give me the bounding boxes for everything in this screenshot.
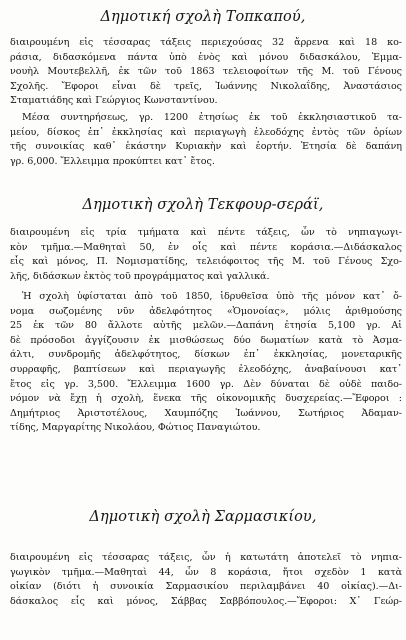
text-line: νόμον νὰ ἔχῃ ἡ σχολὴ, ἕνεκα τῆς οἰκονομικῆς δυσχερείας.—Ἔφοροι : — [10, 393, 402, 405]
paragraph-topkapi-description — [10, 36, 402, 109]
text-line: διαιρουμένη εἰς τέσσαρας τάξεις, ὧν ἡ κατωτάτη ἀποτελεῖ τὸ νηπια- — [10, 552, 402, 563]
text-line: κὸν τμῆμα.—Μαθηταὶ 50, ἐν οἷς καὶ πέντε κοράσια.—Διδάσκαλος — [10, 241, 402, 253]
text-line: Ἡ σχολὴ ὑφίσταται ἀπὸ τοῦ 1850, ἱδρυθεῖσα ὑπὸ τῆς μόνον κατ᾿ ὄ- — [22, 291, 402, 302]
text-line: ράσια, διδασκόμενα πάντα ὑπὸ ἑνὸς καὶ μόνου διδασκάλου, Ἐμμα- — [10, 51, 402, 63]
text-line: εἷς καὶ μόνος, Π. Νομισματίδης, τελειόφοιτος τῆς Μ. τοῦ Γένους Σχο- — [10, 256, 402, 268]
text-line: Δημήτριος Ἀριστοτέλους, Χαυμπόζης Ἰωάννου, Σωτήριος Ἀδαμαν- — [10, 407, 402, 419]
text-line: τῆς συνοικίας καθ᾿ ἑκάστην Κυριακὴν καὶ ἑορτήν. Ἐτησία δὲ δαπάνη — [10, 141, 402, 153]
text-line: μείου, δίσκος ἐπ᾿ ἐκκλησίας καὶ περιαγωγὴ ἐλεοδόχης ἐντὸς τῶν ὁρίων — [10, 126, 402, 138]
text-line: λῆς, διδάσκων ἐκτὸς τοῦ προγράμματος καὶ γαλλικά. — [10, 270, 270, 282]
text-line: συρραφῆς, βαπτίσεων καὶ περιαγωγῆς ἐλεοδόχης, ἀναβαίνουσι κατ᾿ — [10, 363, 402, 375]
text-line: διαιρουμένη εἰς τρία τμήματα καὶ πέντε τάξεις, ὧν τὸ νηπιαγωγι- — [10, 227, 402, 238]
paragraph-sarmasiki-description — [10, 551, 402, 609]
text-line: γρ. 6,000. Ἔλλειμμα προκύπτει κατ᾿ ἔτος. — [10, 155, 215, 167]
section-heading-sarmasiki: Δημοτικὴ σχολὴ Σαρμασικίου, — [89, 509, 317, 525]
text-line: οἰκίαν (διότι ἡ συνοικία Σαρμασικίου περιλαμβάνει 40 οἰκίας).—Δι- — [10, 581, 402, 593]
text-line: Μέσα συντηρήσεως, γρ. 1200 ἐτησίως ἐκ τοῦ ἐκκλησιαστικοῦ τα- — [22, 112, 402, 123]
text-line: Σταματιάδης καὶ Γεώργιος Κωνσταντίνου. — [10, 95, 218, 107]
paragraph-tekfur-history — [10, 290, 402, 436]
text-line: 25 ἐκ τῶν 80 ἄλλοτε αὐτῆς μελῶν.—Δαπάνη ἐτησία 5,100 γρ. Αἱ — [10, 320, 402, 332]
text-line: νομα σωζομένης νῦν ἀδελφότητος «Ὁμονοίας», μόλις ἀριθμούσης — [10, 305, 402, 317]
text-line: Σχολῆς. Ἔφοροι εἶναι δὲ τρεῖς, Ἰωάννης Νικολαΐδης, Ἀναστάσιος — [10, 80, 402, 92]
paragraph-tekfur-description — [10, 226, 402, 284]
text-line: δάσκαλος εἷς καὶ μόνος, Σάββας Σαββόπουλος.—Ἔφοροι: Χ᾿ Γεώρ- — [10, 595, 402, 607]
text-line: διαιρουμένη εἰς τέσσαρας τάξεις περιεχούσας 32 ἄρρενα καὶ 18 κο- — [10, 37, 402, 48]
text-line: ἔτος εἰς γρ. 3,500. Ἔλλειμμα 1600 γρ. Δὲν δύναται δὲ οὐδὲ παιδο- — [10, 378, 402, 390]
section-heading-topkapi: Δημοτική σχολὴ Τοπκαπού, — [100, 9, 306, 25]
text-line: δὲ πρόσοδοι ἀγγίζουσιν ἐκ μισθώσεως δύο δωματίων κατὰ τὸ Ἀσμα- — [10, 334, 402, 346]
text-line: γωγικὸν τμῆμα.—Μαθηταὶ 44, ὧν 8 κοράσια, ἤτοι σχεδὸν 1 κατὰ — [10, 566, 402, 578]
text-line: άλτι, συνδρομῆς ἀδελφότητος, δίσκων ἐπ᾿ ἐκκλησίας, μονεταρικῆς — [10, 349, 402, 361]
section-heading-tekfur-saray: Δημοτικὴ σχολὴ Τεκφουρ-σεράϊ, — [82, 197, 324, 213]
text-line: νουὴλ Μουτεβελλῆ, ἐκ τῶν τοῦ 1863 τελειοφοίτων τῆς Μ. τοῦ Γένους — [10, 66, 402, 78]
paragraph-topkapi-funding — [10, 111, 402, 169]
text-line: τίδης, Μαργαρίτης Νικολάου, Φώτιος Παναγιώτου. — [10, 422, 261, 434]
